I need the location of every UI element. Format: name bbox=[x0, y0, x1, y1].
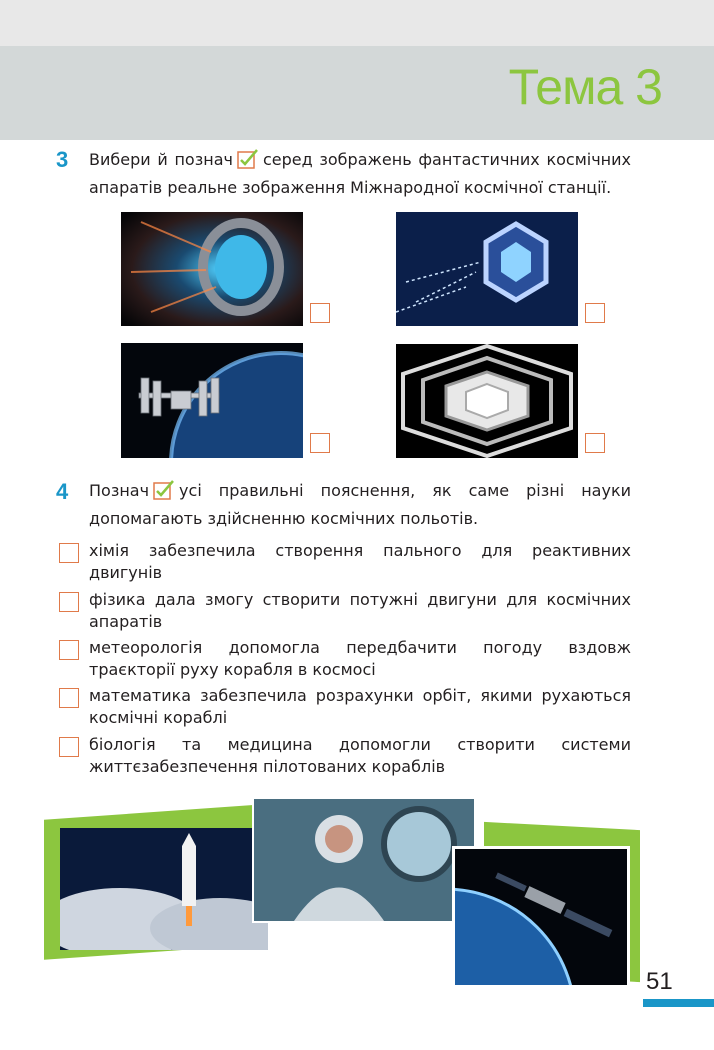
page-title: Тема 3 bbox=[508, 59, 662, 115]
image-2-checkbox[interactable] bbox=[585, 303, 605, 323]
checkmark-icon bbox=[153, 480, 175, 507]
tunnel-spaceship-icon bbox=[121, 212, 303, 326]
option-1-checkbox[interactable] bbox=[59, 543, 79, 563]
checkmark-icon bbox=[237, 149, 259, 176]
task-number: 4 bbox=[56, 479, 69, 504]
option-2-checkbox[interactable] bbox=[59, 592, 79, 612]
iss-earth-icon bbox=[121, 343, 303, 458]
hexagon-spaceship-icon bbox=[396, 212, 578, 326]
shuttle-launch-image bbox=[60, 828, 268, 950]
fantasy-spaceship-image-4 bbox=[396, 344, 578, 458]
task-3-text-after: серед зображень фантастичних космічних апаратів реальне зображення Міжнародної космічної станції. bbox=[89, 150, 631, 197]
option-5-checkbox[interactable] bbox=[59, 737, 79, 757]
option-4-checkbox[interactable] bbox=[59, 688, 79, 708]
image-1-checkbox[interactable] bbox=[310, 303, 330, 323]
fantasy-spaceship-image-2 bbox=[396, 212, 578, 326]
task-4-text-before: Познач bbox=[89, 481, 150, 500]
option-1-text: хімія забезпечила створення пального для реактивних двигунів bbox=[89, 541, 631, 582]
image-4-checkbox[interactable] bbox=[585, 433, 605, 453]
option-3-text: метеорологія допомогла передбачити погоду вздовж траєкторії руху корабля в космосі bbox=[89, 638, 631, 679]
shuttle-launch-icon bbox=[60, 828, 268, 950]
soyuz-earth-icon bbox=[455, 849, 627, 985]
task-4-text-after: усі правильні пояснення, як саме різні науки допомагають здійсненню космічних польотів. bbox=[89, 481, 631, 528]
task-4-text bbox=[89, 479, 631, 531]
astronaut-image bbox=[252, 797, 476, 923]
iss-image bbox=[121, 343, 303, 458]
page-number: 51 bbox=[646, 968, 673, 995]
page-number-bar bbox=[643, 999, 714, 1007]
option-2-text: фізика дала змогу створити потужні двигуни для космічних апаратів bbox=[89, 590, 631, 631]
option-5-text: біологія та медицина допомогли створити системи життєзабезпечення пілотованих кораблів bbox=[89, 735, 631, 776]
option-3-checkbox[interactable] bbox=[59, 640, 79, 660]
fantasy-spaceship-image-1 bbox=[121, 212, 303, 326]
image-3-checkbox[interactable] bbox=[310, 433, 330, 453]
spacecraft-orbit-image bbox=[452, 846, 630, 988]
task-3-text-before: Вибери й познач bbox=[89, 150, 233, 169]
task-number: 3 bbox=[56, 147, 69, 172]
task-3-text bbox=[89, 148, 631, 200]
hexagon-corridor-icon bbox=[396, 344, 578, 458]
astronaut-icon bbox=[254, 799, 474, 921]
option-4-text: математика забезпечила розрахунки орбіт, якими рухаються космічні кораблі bbox=[89, 686, 631, 727]
top-band bbox=[0, 0, 714, 46]
